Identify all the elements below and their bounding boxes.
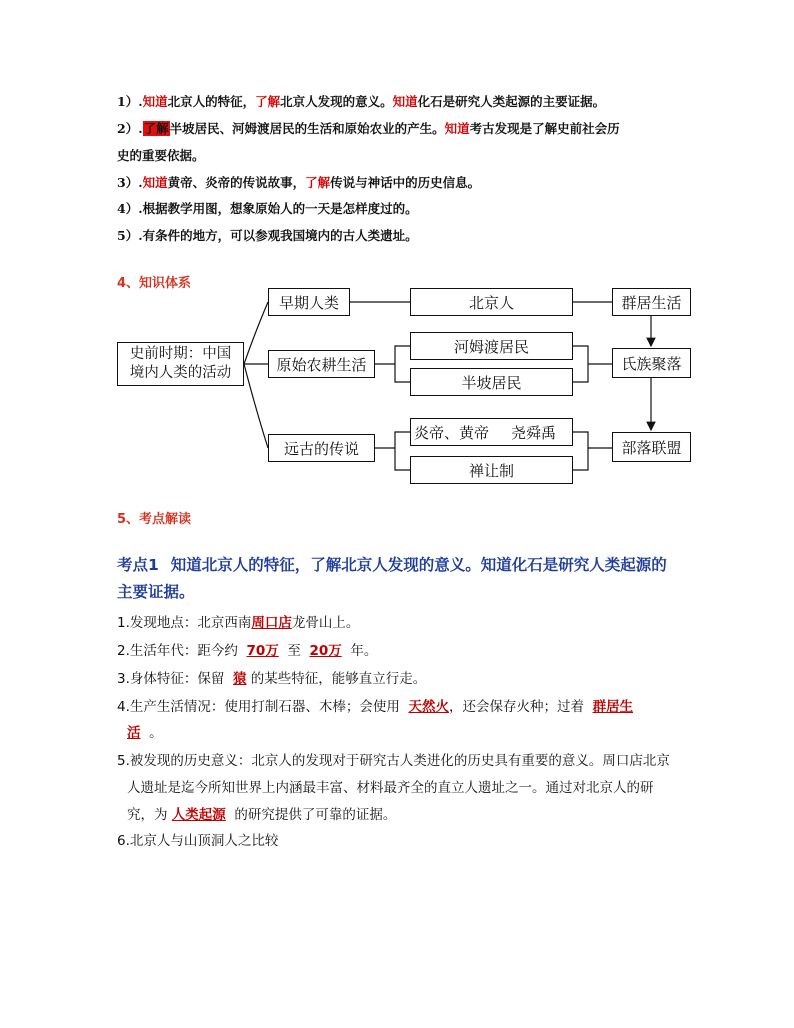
- diagram-primitive-farming: 原始农耕生活: [268, 350, 375, 378]
- diagram-ancient-legends: 远古的传说: [268, 434, 375, 462]
- goal-keyword: 了解: [305, 175, 331, 190]
- item-text: 3.身体特征：保留: [117, 671, 225, 687]
- bracket-b2-right: [573, 346, 588, 382]
- item-5-line1: 5.被发现的历史意义：北京人的发现对于研究古人类进化的历史具有重要的意义。周口店北京: [117, 753, 670, 769]
- item-4: [117, 695, 633, 715]
- diagram-banpo: 半坡居民: [410, 368, 573, 396]
- answer-blank: 群居生: [592, 699, 634, 715]
- goal-2-continued: 史的重要依据。: [117, 148, 205, 163]
- item-3: [117, 667, 426, 687]
- diagram-tribal-alliance: 部落联盟: [612, 432, 691, 462]
- diagram-peking-man: 北京人: [410, 288, 573, 316]
- answer-blank: 活: [127, 725, 141, 741]
- answer-blank: 20万: [309, 643, 342, 659]
- item-text: 。: [149, 725, 163, 741]
- answer-blank: 人类起源: [171, 807, 226, 823]
- connector-root-b3: [244, 364, 268, 448]
- item-text: 的研究提供了可靠的证据。: [234, 807, 397, 823]
- item-text: 4.生产生活情况：使用打制石器、木棒；会使用: [117, 699, 400, 715]
- item-4-continued: [127, 721, 163, 741]
- goal-num: 4）.: [117, 201, 143, 216]
- kaodian-label: 考点1: [117, 556, 159, 574]
- item-text: 至: [287, 643, 301, 659]
- bracket-b3-left: [395, 432, 410, 470]
- item-1: [117, 611, 359, 631]
- diagram-yandi-huangdi: [410, 418, 573, 446]
- item-text: 2.生活年代：距今约: [117, 643, 238, 659]
- goal-keyword: 知道: [142, 175, 168, 190]
- item-text: ，还会保存火种；过着: [448, 699, 584, 715]
- bracket-b3-right: [573, 432, 588, 470]
- item-text: 的某些特征，能够直立行走。: [250, 671, 427, 687]
- item-text: 龙骨山上。: [291, 615, 360, 631]
- goal-num: 1）.: [117, 94, 143, 109]
- diagram-yaoshunyu: 尧舜禹: [511, 423, 557, 442]
- goal-num: 2）.: [117, 121, 143, 136]
- diagram-yandi-left: 炎帝、黄帝: [414, 423, 490, 442]
- item-2: [117, 639, 377, 659]
- kaodian-line2: 主要证据。: [117, 583, 195, 601]
- goal-text: 黄帝、炎帝的传说故事，: [167, 175, 306, 190]
- diagram-group-living: 群居生活: [612, 288, 691, 316]
- item-text: 年。: [350, 643, 378, 659]
- answer-blank: 70万: [246, 643, 279, 659]
- goal-keyword: 了解: [255, 94, 281, 109]
- answer-blank: 天然火: [408, 699, 449, 715]
- goal-text: 北京人的特征，: [167, 94, 256, 109]
- goal-text: 北京人发现的意义。: [280, 94, 393, 109]
- item-5-line2: 人遗址是迄今所知世界上内涵最丰富、材料最齐全的直立人遗址之一。通过对北京人的研: [127, 780, 654, 796]
- goal-num: 5）.: [117, 228, 143, 243]
- diagram-hemudu: 河姆渡居民: [410, 332, 573, 360]
- answer-blank: 猿: [232, 671, 247, 687]
- kaodian-line1: 知道北京人的特征，了解北京人发现的意义。知道化石是研究人类起源的: [170, 556, 667, 574]
- goal-keyword-highlight: 了解: [143, 121, 169, 136]
- goal-text: 化石是研究人类起源的主要证据。: [417, 94, 606, 109]
- goal-keyword: 知道: [142, 94, 168, 109]
- goal-text: 根据教学用图，想象原始人的一天是怎样度过的。: [142, 201, 418, 216]
- goal-text: 传说与神话中的历史信息。: [330, 175, 481, 190]
- section-heading-key-points: 5、考点解读: [117, 512, 192, 527]
- item-6: 6.北京人与山顶洞人之比较: [117, 833, 279, 849]
- diagram-root-line1: 史前时期：中国: [129, 346, 232, 362]
- connector-root-b1: [244, 302, 268, 364]
- diagram-early-humans: 早期人类: [268, 288, 350, 316]
- goal-keyword: 知道: [444, 121, 470, 136]
- goal-text: 有条件的地方，可以参观我国境内的古人类遗址。: [142, 228, 418, 243]
- goal-text: 考古发现是了解史前社会历: [469, 121, 620, 136]
- goal-num: 3）.: [117, 175, 143, 190]
- diagram-abdication: 禅让制: [410, 456, 573, 484]
- answer-blank: 周口店: [251, 615, 292, 631]
- item-5-line3: [127, 803, 396, 823]
- kaodian-heading: [117, 553, 667, 575]
- diagram-clan-settlement: 氏族聚落: [612, 348, 691, 378]
- item-text: 1.发现地点：北京西南: [117, 615, 252, 631]
- section-heading-knowledge-system: 4、知识体系: [117, 276, 192, 291]
- bracket-b2-left: [395, 346, 410, 382]
- diagram-root: [117, 342, 244, 386]
- goal-keyword: 知道: [392, 94, 418, 109]
- item-text: 究，为: [127, 807, 168, 823]
- goal-text: 半坡居民、河姆渡居民的生活和原始农业的产生。: [169, 121, 445, 136]
- diagram-root-line2: 境内人类的活动: [129, 365, 232, 381]
